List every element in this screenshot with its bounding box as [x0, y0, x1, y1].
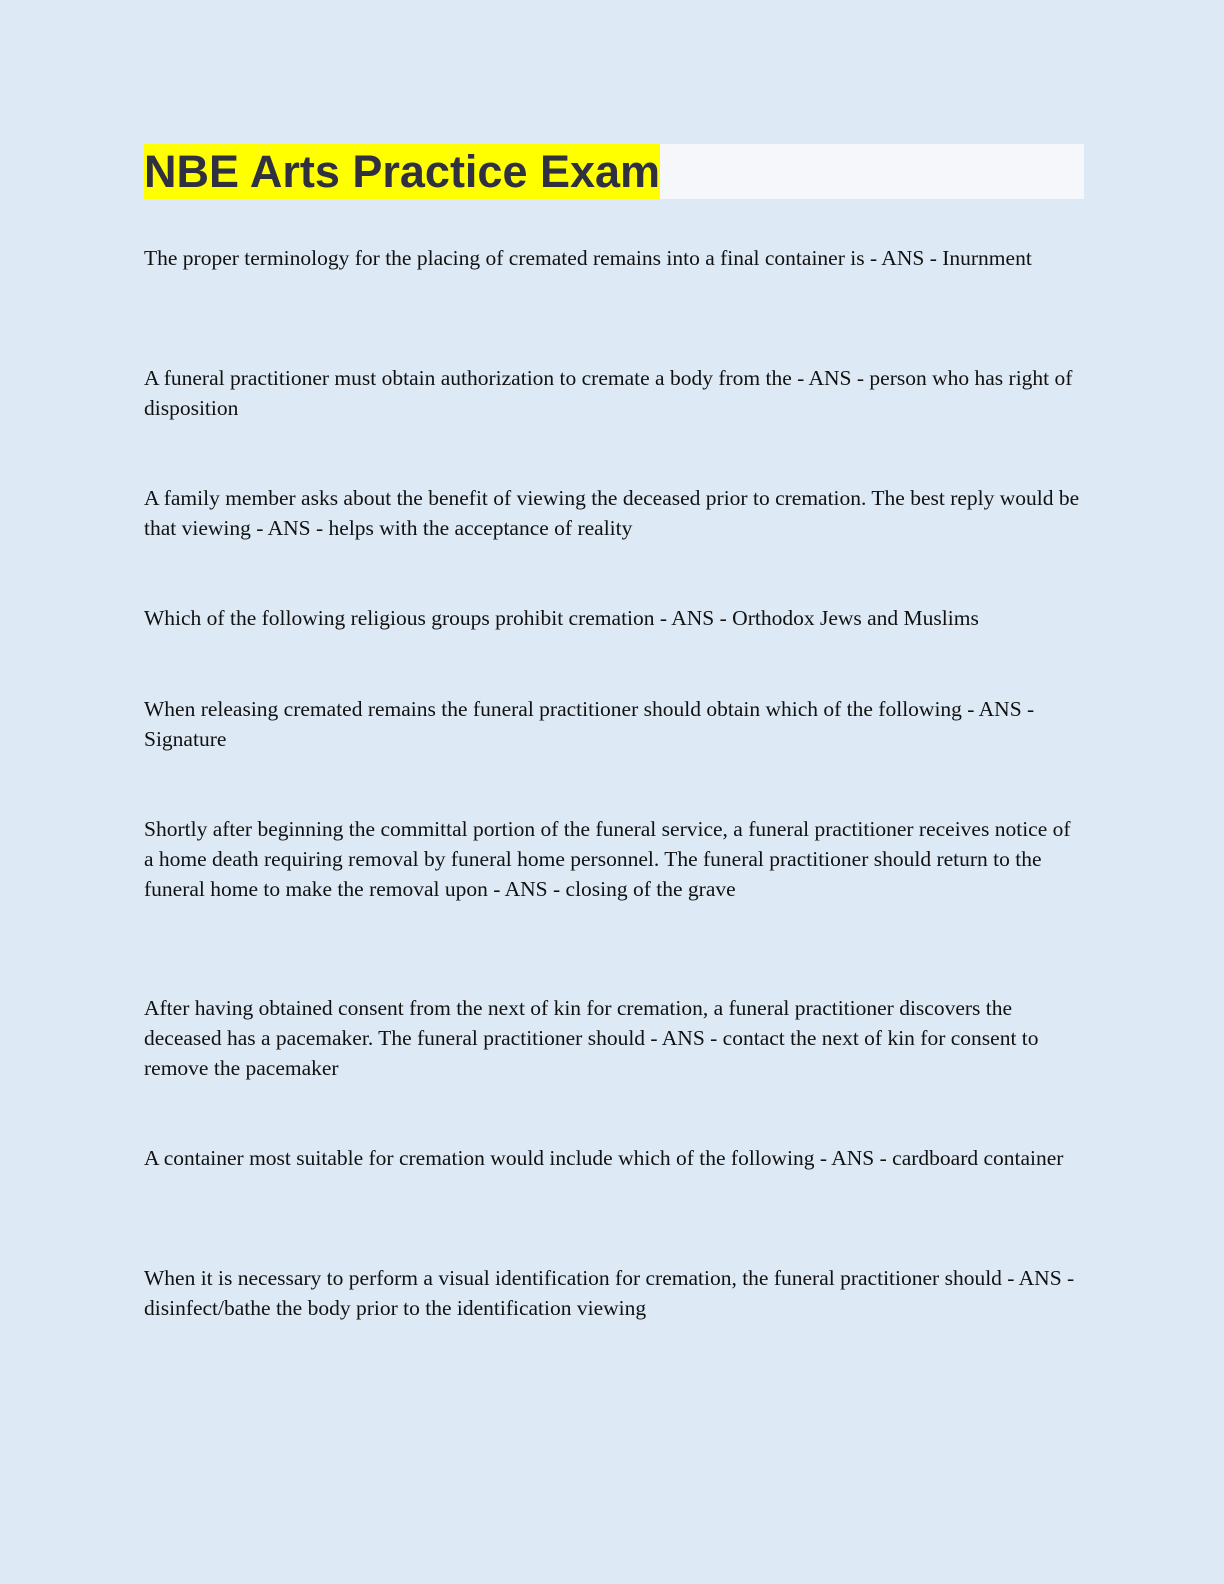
qa-item-7: After having obtained consent from the next of kin for cremation, a funeral practitioner discovers the deceased has a pacemaker. The funeral practitioner should - ANS - contact the next of kin for consent to remove the pacemaker: [144, 996, 1039, 1080]
qa-item-4: Which of the following religious groups prohibit cremation - ANS - Orthodox Jews and Muslims: [144, 606, 979, 630]
qa-item-3: A family member asks about the benefit of viewing the deceased prior to cremation. The best reply would be that viewing - ANS - helps with the acceptance of reality: [144, 486, 1080, 540]
qa-item-1: The proper terminology for the placing of cremated remains into a final container is - ANS - Inurnment: [144, 246, 1032, 270]
qa-item-5: When releasing cremated remains the funeral practitioner should obtain which of the following - ANS - Signature: [144, 697, 1035, 751]
page-title: NBE Arts Practice Exam: [144, 146, 661, 197]
qa-item-2: A funeral practitioner must obtain authorization to cremate a body from the - ANS - person who has right of disposition: [144, 366, 1073, 420]
qa-item-8: A container most suitable for cremation would include which of the following - ANS - cardboard container: [144, 1146, 1064, 1170]
qa-item-9: When it is necessary to perform a visual identification for cremation, the funeral practitioner should - ANS - disinfect/bathe the body prior to the identification viewing: [144, 1266, 1075, 1320]
qa-item-6: Shortly after beginning the committal portion of the funeral service, a funeral practitioner receives notice of a home death requiring removal by funeral home personnel. The funeral practitioner should return to the funeral home to make the removal upon - ANS - closing of the grave: [144, 817, 1071, 901]
